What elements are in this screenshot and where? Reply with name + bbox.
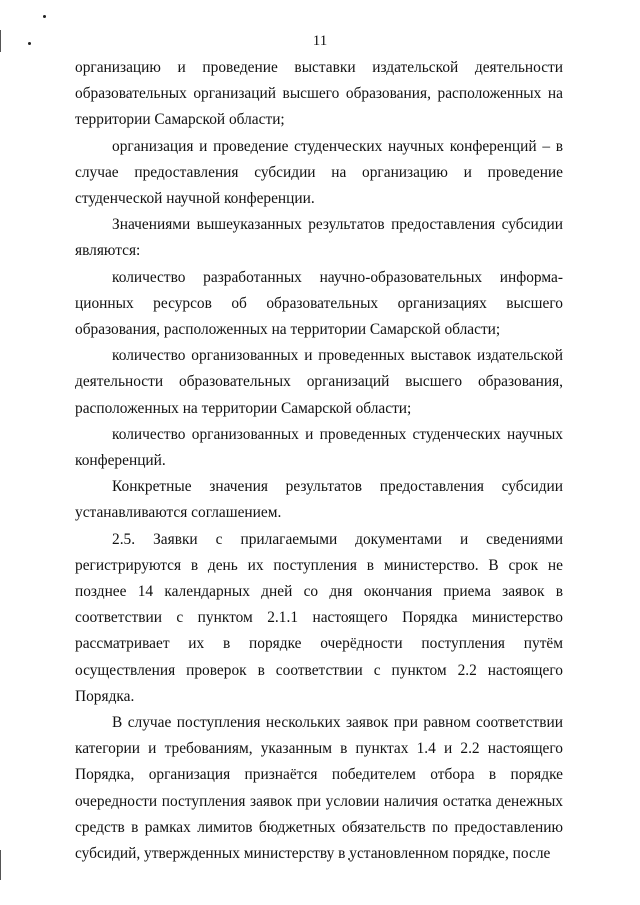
paragraph: организация и проведение студенческих научных конференций – в случае предоставления субсидии на организацию и проведение студенческой научной конференции. — [75, 137, 563, 208]
document-body — [75, 55, 563, 867]
scan-edge-mark — [0, 850, 1, 880]
paragraph: количество организованных и проведенных выставок издательской деятельности образовательных организаций высшего образования, расположенных на территории Самарской области; — [75, 347, 563, 417]
paragraph: количество разработанных научно-образовательных информа-ционных ресурсов об образовательных организациях высшего образования, расположенных на территории Самарской области; — [75, 268, 563, 339]
paragraph: количество организованных и проведенных студенческих научных конференций. — [75, 425, 563, 470]
paragraph: организацию и проведение выставки издательской деятельности образовательных организаций высшего образования, расположенных на территории Самарской области; — [75, 59, 563, 129]
paragraph: В случае поступления нескольких заявок при равном соответствии категории и требованиям, указанным в пунктах 1.4 и 2.2 настоящего Порядка, организация признаётся победителем отбора в порядке очередности поступления заявок при условии наличия остатка денежных средств в рамках лимитов бюджетных обязательств по предоставлению субсидий, утвержденных министерству в установленном порядке, после — [75, 714, 563, 863]
page-number: 11 — [312, 33, 328, 49]
scan-dot — [43, 15, 46, 18]
paragraph: 2.5. Заявки с прилагаемыми документами и сведениями регистрируются в день их поступления в министерство. В срок не позднее 14 календарных дней со дня окончания приема заявок в соответствии с пунктом 2.1.1 настоящего Порядка министерство рассматривает их в порядке очерёдности поступления путём осуществления проверок в соответствии с пунктом 2.2 настоящего Порядка. — [75, 530, 563, 705]
paragraph: Значениями вышеуказанных результатов предоставления субсидии являются: — [75, 216, 563, 260]
paragraph: Конкретные значения результатов предоставления субсидии устанавливаются соглашением. — [75, 478, 563, 522]
